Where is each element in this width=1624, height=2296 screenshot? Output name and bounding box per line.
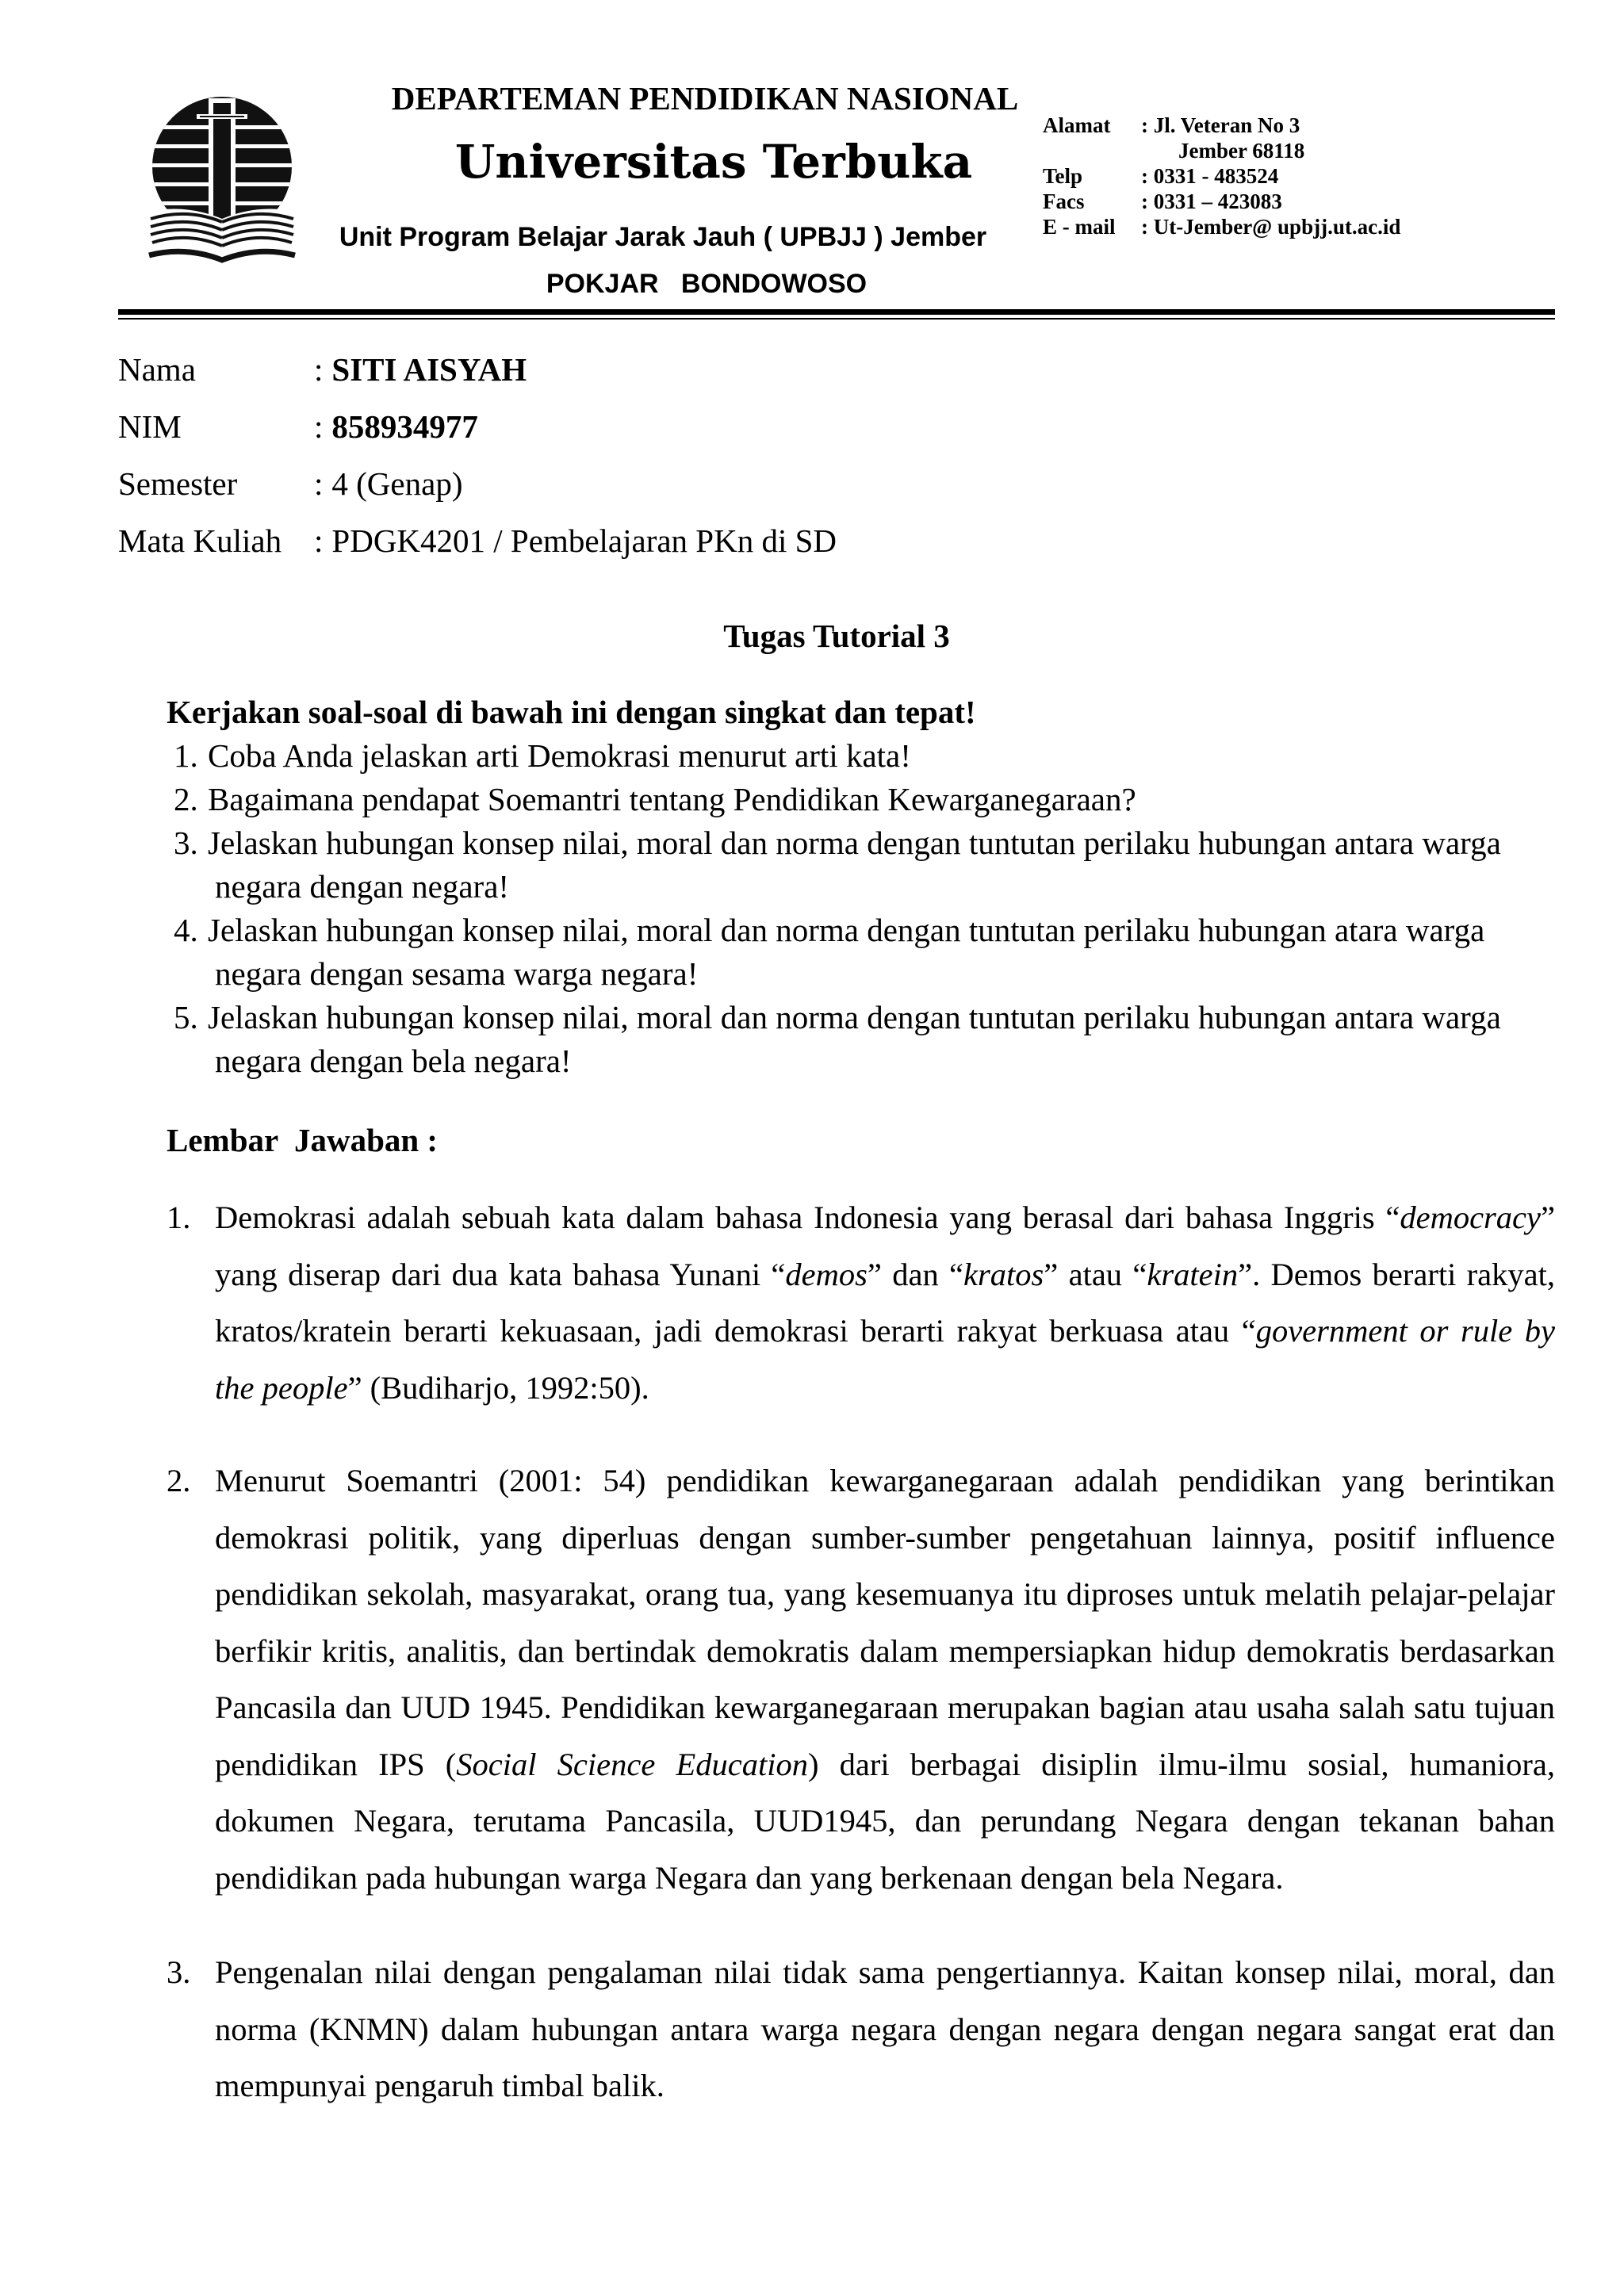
answer-line: norma (KNMN) dalam hubungan antara warga negara dengan negara dengan negara sangat erat dan — [215, 2011, 1555, 2047]
contact-label-empty — [1043, 138, 1141, 163]
question-text: Coba Anda jelaskan arti Demokrasi menurut arti kata! — [208, 737, 911, 774]
header-rule-thick — [118, 309, 1555, 315]
ministry-name: DEPARTEMAN PENDIDIKAN NASIONAL — [391, 80, 1019, 117]
question-number: 5. — [174, 999, 198, 1035]
contact-label: E - mail — [1043, 215, 1116, 239]
question-item — [174, 909, 1501, 996]
question-text: Bagaimana pendapat Soemantri tentang Pendidikan Kewarganegaraan? — [208, 781, 1136, 817]
question-number: 4. — [174, 912, 198, 948]
question-item — [174, 821, 1501, 909]
contact-value: Jember 68118 — [1178, 139, 1305, 163]
answer-item — [167, 1189, 1555, 1416]
italic-term: kratein — [1147, 1256, 1239, 1292]
text-run: ” — [1541, 1200, 1555, 1235]
question-text: Jelaskan hubungan konsep nilai, moral dan norma dengan tuntutan perilaku hubungan antara warga — [208, 999, 1501, 1035]
answer-line — [215, 1360, 1555, 1417]
field-label: Semester — [118, 465, 238, 502]
contact-address — [1043, 113, 1400, 138]
student-semester-row — [118, 455, 837, 512]
student-info — [118, 341, 837, 569]
question-number: 1. — [174, 737, 198, 774]
question-text: Jelaskan hubungan konsep nilai, moral dan norma dengan tuntutan perilaku hubungan antara warga — [208, 825, 1501, 861]
answer-number: 3. — [167, 1954, 191, 1990]
text-run: Demokrasi adalah sebuah kata dalam bahasa Indonesia yang berasal dari bahasa Inggris “ — [215, 1200, 1400, 1235]
italic-term: kratos — [963, 1256, 1044, 1292]
answer-line: pendidikan pada hubungan warga Negara dan yang berkenaan dengan bela Negara. — [215, 1859, 1284, 1896]
answer-text — [215, 1189, 1555, 1416]
field-separator: : — [314, 408, 324, 445]
contact-value: : 0331 – 423083 — [1141, 189, 1282, 213]
italic-term: Social Science Education — [456, 1746, 808, 1782]
contact-label: Facs — [1043, 189, 1085, 213]
text-run: ” (Budiharjo, 1992:50). — [347, 1369, 649, 1406]
contact-email — [1043, 214, 1400, 239]
italic-term: demos — [785, 1256, 868, 1292]
contact-value: : 0331 - 483524 — [1141, 164, 1279, 188]
field-separator: : — [314, 465, 324, 502]
answer-line: pendidikan sekolah, masyarakat, orang tua, yang kesemuanya itu diproses untuk melatih pelajar-pelajar — [215, 1576, 1555, 1612]
field-label: Nama — [118, 351, 196, 388]
task-section — [167, 691, 1501, 1083]
field-separator: : — [314, 522, 324, 559]
student-course-row — [118, 512, 837, 569]
text-run: yang diserap dari dua kata bahasa Yunani “ — [215, 1256, 786, 1292]
unit-name: Unit Program Belajar Jarak Jauh ( UPBJJ ) Jember — [339, 222, 987, 252]
answer-item — [167, 1944, 1555, 2114]
question-text-continued: negara dengan bela negara! — [215, 1043, 572, 1079]
contact-city — [1043, 138, 1400, 163]
contact-label: Telp — [1043, 164, 1083, 188]
question-number: 3. — [174, 825, 198, 861]
text-run: kratos/kratein berarti kekuasaan, jadi demokrasi berarti rakyat berkuasa atau “ — [215, 1313, 1256, 1349]
italic-term: democracy — [1400, 1200, 1542, 1235]
answer-number: 2. — [167, 1463, 191, 1498]
answer-line — [215, 1303, 1555, 1360]
answer-line — [215, 1736, 1555, 1793]
field-value: 4 (Genap) — [331, 465, 463, 502]
contact-value: : Ut-Jember@ upbjj.ut.ac.id — [1141, 215, 1401, 239]
answer-line: berfikir kritis, analitis, dan bertindak demokratis dalam mempersiapkan hidup demokratis berdasarkan — [215, 1632, 1555, 1669]
answer-line: dokumen Negara, terutama Pancasila, UUD1945, dan perundang Negara dengan tekanan bahan — [215, 1803, 1555, 1839]
header-rule-thin — [118, 318, 1555, 320]
italic-term: the people — [215, 1369, 348, 1406]
student-nim-row — [118, 398, 837, 455]
contact-fax — [1043, 189, 1400, 214]
instruction: Kerjakan soal-soal di bawah ini dengan singkat dan tepat! — [167, 694, 976, 730]
field-separator: : — [314, 351, 324, 388]
answer-line: Menurut Soemantri (2001: 54) pendidikan kewarganegaraan adalah pendidikan yang berintikan — [215, 1463, 1555, 1498]
answer-line: demokrasi politik, yang diperluas dengan sumber-sumber pengetahuan lainnya, positif influence — [215, 1519, 1555, 1556]
document-title: Tugas Tutorial 3 — [723, 618, 950, 654]
contact-phone — [1043, 163, 1400, 189]
question-item — [174, 996, 1501, 1083]
answer-text — [215, 1452, 1555, 1906]
question-item — [174, 778, 1501, 821]
question-number: 2. — [174, 781, 198, 817]
question-text-continued: negara dengan negara! — [215, 868, 510, 905]
answer-number: 1. — [167, 1200, 191, 1235]
contact-value: : Jl. Veteran No 3 — [1141, 113, 1300, 137]
field-value: 858934977 — [331, 408, 478, 445]
answer-text — [215, 1944, 1555, 2114]
text-run: pendidikan IPS ( — [215, 1746, 457, 1782]
field-value: PDGK4201 / Pembelajaran PKn di SD — [331, 522, 837, 559]
italic-term: government or rule by — [1255, 1313, 1555, 1349]
field-value: SITI AISYAH — [331, 351, 527, 388]
answers-heading: Lembar Jawaban : — [167, 1122, 439, 1158]
pokjar-name: POKJAR BONDOWOSO — [546, 269, 868, 299]
question-text-continued: negara dengan sesama warga negara! — [215, 955, 699, 992]
contact-block — [1043, 113, 1400, 239]
answer-line — [215, 1189, 1555, 1246]
contact-label: Alamat — [1043, 113, 1111, 137]
question-item — [174, 734, 1501, 778]
answer-line — [215, 1246, 1555, 1303]
field-label: Mata Kuliah — [118, 522, 282, 559]
text-run: ) dari berbagai disiplin ilmu-ilmu sosial, humaniora, — [807, 1746, 1555, 1782]
text-run: ”. Demos berarti rakyat, — [1238, 1256, 1555, 1292]
field-label: NIM — [118, 408, 182, 445]
text-run: ” atau “ — [1044, 1256, 1147, 1292]
question-text: Jelaskan hubungan konsep nilai, moral dan norma dengan tuntutan perilaku hubungan atara warga — [208, 912, 1485, 948]
text-run: ” dan “ — [867, 1256, 964, 1292]
answer-line: mempunyai pengaruh timbal balik. — [215, 2068, 665, 2103]
answer-line: Pengenalan nilai dengan pengalaman nilai tidak sama pengertiannya. Kaitan konsep nilai, moral, dan — [215, 1954, 1555, 1990]
student-name-row — [118, 341, 837, 398]
university-name: Universitas Terbuka — [454, 135, 973, 189]
answer-item — [167, 1452, 1555, 1906]
answer-line: Pancasila dan UUD 1945. Pendidikan kewarganegaraan merupakan bagian atau usaha salah satu tujuan — [215, 1689, 1555, 1725]
